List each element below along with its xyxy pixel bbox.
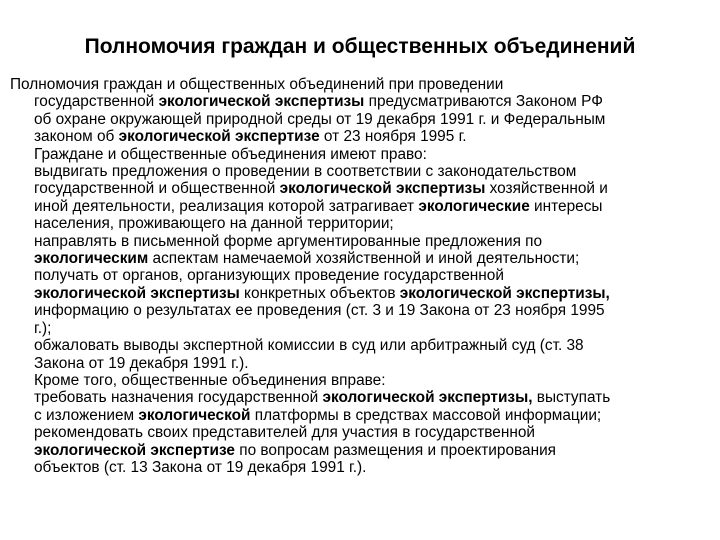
- text-line: [10, 337, 710, 354]
- slide-body-text: [10, 76, 710, 476]
- text-run: хозяйственной и: [485, 180, 608, 198]
- text-line: [10, 111, 710, 128]
- text-run: получать от органов, организующих проведение государственной: [34, 267, 504, 285]
- bold-term: экологические: [418, 197, 530, 215]
- text-run: требовать назначения государственной: [34, 389, 323, 407]
- text-line: [10, 407, 710, 424]
- slide-title: Полномочия граждан и общественных объединений: [84, 35, 636, 58]
- text-run: государственной и общественной: [34, 180, 280, 198]
- text-line: [10, 302, 710, 319]
- text-line: [10, 442, 710, 459]
- bold-term: экологической экспертизы,: [399, 284, 610, 302]
- text-line: [10, 76, 710, 93]
- text-line: [10, 198, 710, 215]
- text-run: выдвигать предложения о проведении в соответствии с законодательством: [34, 163, 577, 181]
- text-run: Закона от 19 декабря 1991 г.).: [34, 354, 249, 372]
- text-line: [10, 146, 710, 163]
- text-run: платформы в средствах массовой информации;: [250, 406, 602, 424]
- text-run: информацию о результатах ее проведения (ст. 3 и 19 Закона от 23 ноября 1995: [34, 302, 605, 320]
- bold-term: экологической экспертизы: [279, 180, 486, 198]
- text-run: аспектам намечаемой хозяйственной и иной деятельности;: [148, 250, 580, 268]
- text-line: [10, 250, 710, 267]
- text-run: законом об: [34, 128, 119, 146]
- text-line: [10, 180, 710, 197]
- bold-term: экологической экспертизе: [34, 441, 235, 459]
- text-run: объектов (ст. 13 Закона от 19 декабря 1991 г.).: [34, 458, 367, 476]
- text-run: об охране окружающей природной среды от 19 декабря 1991 г. и Федеральным: [34, 110, 606, 128]
- text-line: [10, 355, 710, 372]
- text-run: Полномочия граждан и общественных объединений при проведении: [10, 76, 504, 93]
- text-line: [10, 233, 710, 250]
- text-run: Граждане и общественные объединения имеют право:: [34, 145, 427, 163]
- text-line: [10, 424, 710, 441]
- text-run: выступать: [532, 389, 611, 407]
- text-line: [10, 128, 710, 145]
- text-run: по вопросам размещения и проектирования: [234, 441, 557, 459]
- text-line: [10, 285, 710, 302]
- text-run: с изложением: [34, 406, 139, 424]
- text-line: [10, 267, 710, 284]
- text-run: обжаловать выводы экспертной комиссии в суд или арбитражный суд (ст. 38: [34, 337, 584, 355]
- text-run: рекомендовать своих представителей для участия в государственной: [34, 424, 536, 442]
- text-line: [10, 320, 710, 337]
- bold-term: экологической экспертизы: [34, 284, 240, 302]
- text-line: [10, 215, 710, 232]
- bold-term: экологической экспертизе: [118, 128, 320, 146]
- text-line: [10, 459, 710, 476]
- text-run: иной деятельности, реализация которой затрагивает: [34, 197, 419, 215]
- text-run: направлять в письменной форме аргументированные предложения по: [34, 232, 543, 250]
- bold-term: экологической: [138, 406, 251, 424]
- text-run: предусматриваются Законом РФ: [364, 93, 603, 111]
- text-run: населения, проживающего на данной территории;: [34, 215, 394, 233]
- bold-term: экологической экспертизы: [158, 93, 365, 111]
- text-line: [10, 163, 710, 180]
- text-line: [10, 389, 710, 406]
- bold-term: экологической экспертизы,: [322, 389, 533, 407]
- text-run: конкретных объектов: [239, 284, 400, 302]
- text-line: [10, 372, 710, 389]
- text-run: интересы: [529, 197, 603, 215]
- text-run: г.);: [34, 319, 52, 337]
- text-run: Кроме того, общественные объединения вправе:: [34, 371, 386, 389]
- text-run: от 23 ноября 1995 г.: [319, 128, 467, 146]
- text-run: государственной: [34, 93, 159, 111]
- bold-term: экологическим: [34, 250, 149, 268]
- text-line: [10, 93, 710, 110]
